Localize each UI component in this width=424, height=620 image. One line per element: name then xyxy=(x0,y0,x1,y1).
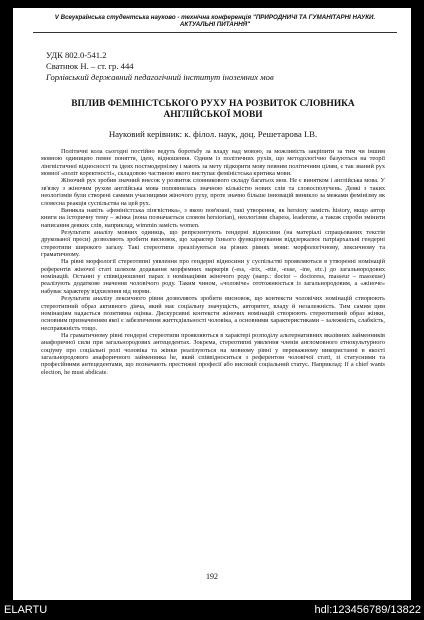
conference-header-line-2: АКТУАЛЬНІ ПИТАННЯ" xyxy=(179,21,251,29)
conference-header xyxy=(33,14,397,29)
article-body xyxy=(41,148,385,376)
paragraph-3: Виникла навіть «феміністська лінгвістика», з якою пов'язані, такі утворення, як herstory замість history, якщо автор книги на історичну тему – жінка (вона позначається словом herstorian), неологізми chapess, leaderene, а також спроби змінити написання деяких слів, наприклад, wimmin замість women. xyxy=(41,206,385,229)
document-page xyxy=(13,8,411,600)
paragraph-4: Результати аналізу мовних одиниць, що репрезентують гендерні відносини (на матеріалі спрацьованих текстів друкованої преси) дозволяють зробити висновок, що характер їхнього функціонування віддзеркалює патріархальні гендерні стереотипи широкого загалу. Такі стереотипи зреалізуються на різних рівнях мови: морфологічному, лексичному та граматичному. xyxy=(41,228,385,259)
repository-name: ELARTU xyxy=(4,604,48,616)
page-number: 192 xyxy=(206,572,218,581)
conference-header-line-1: V Всеукраїнська студентська науково - технічна конференція "ПРИРОДНИЧІ ТА ГУМАНІТАРНІ НАУКИ. xyxy=(54,14,376,21)
article-title: ВПЛИВ ФЕМІНІСТСЬКОГО РУХУ НА РОЗВИТОК СЛОВНИКА АНГЛІЙСЬКОЇ МОВИ xyxy=(71,99,355,120)
paragraph-6: Результати аналізу лексичного рівня дозволяють зробити висновок, що контексти чоловічих номінацій створюють стереотипний образ активного діяча, який має соціальну значущість, авторитет, владу й незалежність. Тим самим цим номінаціям надається позитивна оцінка. Дискурсивні контексти жіночих номінацій створюють стереотипний образ жінки, основним призначенням якої є забезпечення життєдіяльності чоловіка, а основними характеристиками – залежність, слабкість, несправжність тощо. xyxy=(41,295,385,332)
scientific-supervisor: Науковий керівник: к. філол. наук, доц. Решетарова І.В. xyxy=(108,129,318,139)
paragraph-5: На рівні морфології стереотипні уявлення про гендерні відносини у суспільстві проявляються в утворенні номінацій референтів жіночої статі шляхом додавання морфемних маркерів (-ess, -trix, -ette, -euse, -ine, etc.) до загальнородових номінацій. Останні у співвідношенні парах з номінаціями жіночого роду (напр.: doctor – doctoress, masseur – masseuse) реалізують додаткове значення чоловічого роду. Таким чином, «чоловіче» ототожнюється із загальнородовим, а «жіноче» набуває характеру відхилення від норми. xyxy=(41,258,385,295)
paragraph-1: Політичні кола сьогодні постійно ведуть боротьбу за владу над мовою, за можливість закріпити за тим чи іншим мовною одиницею певне поняття, ідею, відношення. Одним із політичних рухів, що методологічно базуються на теорії лінгвістичної відносності та ідеях постмодернізму і мають за мету підкорити мову певним політичним цілям, є так званий рух мовної «політ коректності», складовою частиною якого виступає феміністська критика мови. xyxy=(41,148,385,178)
author-line: Сватнюк Н. – ст. гр. 444 xyxy=(46,61,134,71)
paragraph-7: На граматичному рівні гендерні стереотипи проявляються в характері розподілу альтернативних вказівних займенників анафоричної сили при загальнородових антецедентах. Зокрема, стереотипні уявлення членів англомовного етнокультурного соціуму про соціальні ролі чоловіка та жінки реалізуються на мовному рівні у переважному використанні в якості загальнородового анафоричного займенника he, який співвідноситься з референтом чоловічої статі, зі статусними та професійними антецедентами, що позначають престижні професії або високий соціальний статус. Наприклад: If a chief wants election, he must abdicate. xyxy=(41,331,385,376)
institute-line: Горлівський державний педагогічний інститут іноземних мов xyxy=(46,72,274,82)
udk-code: УДК 802.0-541.2 xyxy=(46,50,107,60)
header-rule xyxy=(33,32,397,33)
paragraph-2: Жіночий рух зробив значний внесок у розвиток словникового складу багатьох мов. Не є винятком і англійська мова. У зв'язку з жіночим рухом англійська мова поповнилась значною кількістю нових слів та словосполучень. Деякі з таких неологізмів були створені самими учасницями жіночого руху, проте значно більше інновацій виникло за межами фемінізму як словесна реакція суспільства на цей рух. xyxy=(41,177,385,207)
handle-identifier: hdl:123456789/13822 xyxy=(314,604,421,616)
